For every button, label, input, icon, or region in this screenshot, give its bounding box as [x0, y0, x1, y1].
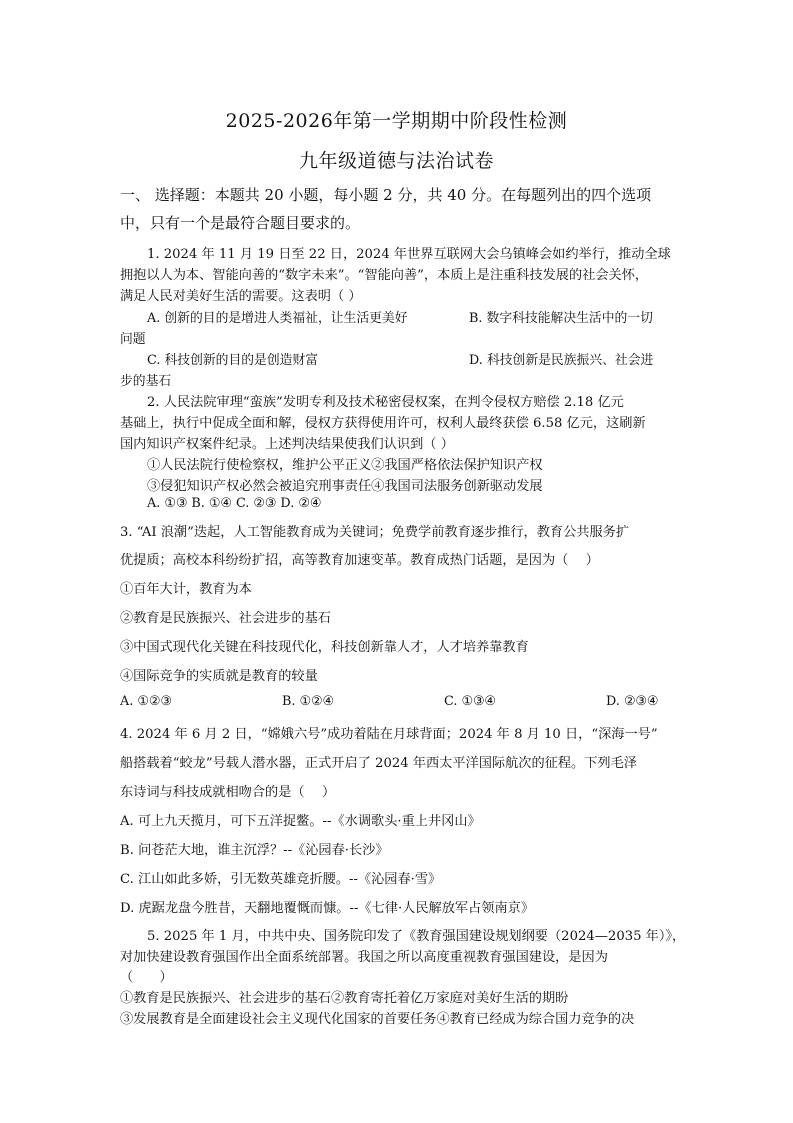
option-a: A. 创新的目的是增进人类福祉，让生活更美好 [147, 311, 408, 326]
question-stem-line: 国内知识产权案件纪录。上述判决结果使我们认识到（ ） [120, 437, 454, 452]
option-d: D. ②③④ [606, 694, 659, 709]
statement-line: ④国际竞争的实质就是教育的较量 [120, 669, 318, 684]
section-intro-line: 一、 选择题：本题共 20 小题，每小题 2 分，共 40 分。在每题列出的四个选项 [120, 186, 652, 204]
question-stem-line: 2. 人民法院审理“蛮族”发明专利及技术秘密侵权案，在判令侵权方赔偿 2.18 亿元 [147, 395, 624, 410]
option-c: C. 江山如此多娇，引无数英雄竞折腰。--《沁园春·雪》 [120, 872, 442, 887]
exam-title: 2025-2026年第一学期期中阶段性检测 [225, 110, 568, 132]
question-stem-line: 5. 2025 年 1 月，中共中央、国务院印发了《教育强国建设规划纲要（2024—2035 年）》， [147, 929, 686, 944]
option-b-continued: 问题 [120, 332, 146, 347]
question-stem-line: 东诗词与科技成就相吻合的是（ ） [120, 785, 336, 800]
question-stem-line: 4. 2024 年 6 月 2 日，“嫦娥六号”成功着陆在月球背面；2024 年 8 月 10 日，“深海一号” [120, 727, 658, 742]
option-a: A. 可上九天揽月，可下五洋捉鳖。--《水调歌头·重上井冈山》 [120, 814, 481, 829]
statement-line: ①百年大计，教育为本 [120, 582, 252, 597]
question-stem-line: 基础上，执行中促成全面和解，侵权方获得使用许可，权利人最终获偿 6.58 亿元，这刷新 [120, 416, 646, 431]
option-b: B. 数字科技能解决生活中的一切 [469, 311, 653, 326]
option-a: A. ①②③ [120, 694, 172, 709]
statement-line: ③中国式现代化关键在科技现代化，科技创新靠人才，人才培养靠教育 [120, 640, 529, 655]
question-stem-line: 优提质；高校本科纷纷扩招，高等教育加速变革。教育成热门话题，是因为（ ） [120, 553, 599, 568]
question-stem-line: 1. 2024 年 11 月 19 日至 22 日，2024 年世界互联网大会乌镇峰会如约举行，推动全球 [147, 247, 671, 262]
option-b: B. 问苍茫大地，谁主沉浮？--《沁园春·长沙》 [120, 843, 389, 858]
option-c: C. ①③④ [444, 694, 496, 709]
exam-subtitle: 九年级道德与法治试卷 [298, 150, 494, 172]
option-d-continued: 步的基石 [120, 374, 172, 389]
question-stem-line: 船搭载着“蛟龙”号载人潜水器，正式开启了 2024 年西太平洋国际航次的征程。下列毛泽 [120, 756, 637, 771]
option-d: D. 虎踞龙盘今胜昔，天翻地覆慨而慷。--《七律·人民解放军占领南京》 [120, 901, 535, 916]
question-stem-line: 对加快建设教育强国作出全面系统部署。我国之所以高度重视教育强国建设，是因为 [120, 950, 608, 965]
option-c: C. 科技创新的目的是创造财富 [147, 353, 319, 368]
statement-line: ①教育是民族振兴、社会进步的基石②教育寄托着亿万家庭对美好生活的期盼 [120, 991, 569, 1006]
question-stem-line: （ ） [120, 970, 173, 985]
question-stem-line: 3. “AI 浪潮”迭起，人工智能教育成为关键词；免费学前教育逐步推行，教育公共服务扩 [120, 525, 630, 540]
question-stem-line: 拥抱以人为本、智能向善的“数字未来”。“智能向善”，本质上是注重科技发展的社会关怀， [120, 268, 649, 283]
question-stem-line: 满足人民对美好生活的需要。这表明（ ） [120, 289, 362, 304]
statement-line: ②教育是民族振兴、社会进步的基石 [120, 611, 331, 626]
statement-line: ①人民法院行使检察权，维护公平正义②我国严格依法保护知识产权 [147, 458, 543, 473]
option-d: D. 科技创新是民族振兴、社会进 [469, 353, 654, 368]
options-line: A. ①③ B. ①④ C. ②③ D. ②④ [147, 496, 322, 511]
option-b: B. ①②④ [282, 694, 334, 709]
statement-line: ③侵犯知识产权必然会被追究刑事责任④我国司法服务创新驱动发展 [147, 479, 543, 494]
statement-line: ③发展教育是全面建设社会主义现代化国家的首要任务④教育已经成为综合国力竞争的决 [120, 1012, 635, 1027]
section-intro-line: 中，只有一个是最符合题目要求的。 [120, 214, 361, 232]
